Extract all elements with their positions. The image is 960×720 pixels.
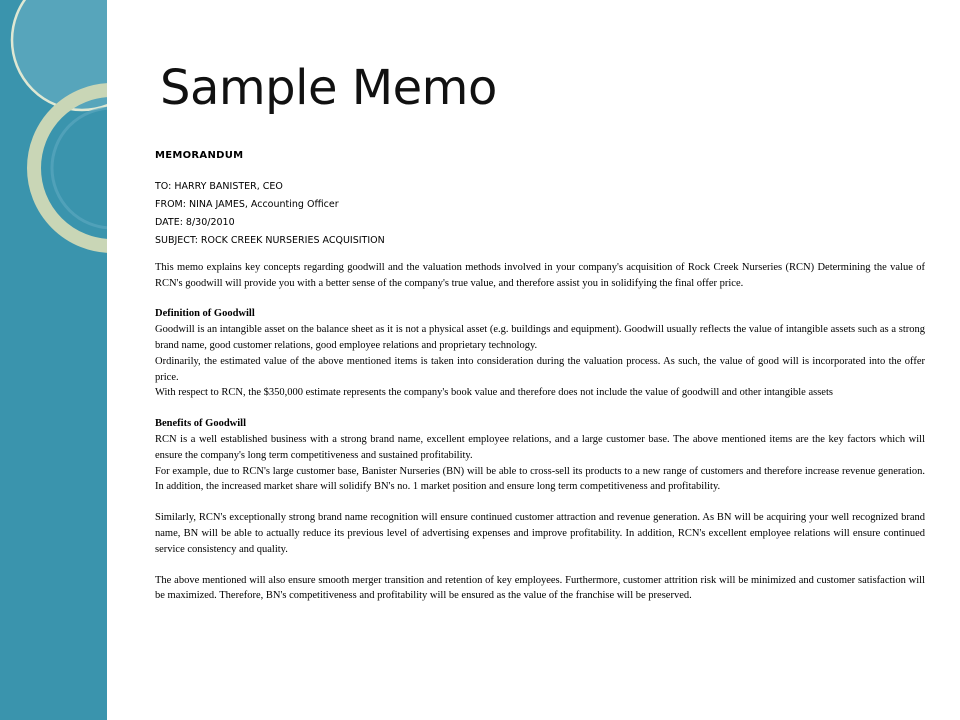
paragraph: Ordinarily, the estimated value of the above mentioned items is taken into consideration during the valuation process. As such, the value of good will is incorporated into the offer price.: [155, 355, 925, 383]
memo-intro: This memo explains key concepts regarding goodwill and the valuation methods involved in your company's acquisition of Rock Creek Nurseries (RCN) Determining the value of RCN's goodwill will provide you with a better sense of the company's true value, and therefore assist you in solidifying the final offer price.: [155, 261, 925, 289]
memo-header: [155, 180, 925, 248]
paragraph: RCN is a well established business with a strong brand name, excellent employee relations, and a large customer base. The above mentioned items are the key factors which will ensure the company's long term competitiveness and sustained profitability.: [155, 433, 925, 461]
memo-heading: MEMORANDUM: [155, 150, 244, 161]
paragraph: Goodwill is an intangible asset on the balance sheet as it is not a physical asset (e.g. buildings and equipment). Goodwill usually reflects the value of intangible assets such as a strong brand name, good customer relations, good employee relations and proprietary technology.: [155, 324, 925, 351]
paragraph: For example, due to RCN's large customer base, Banister Nurseries (BN) will be able to cross-sell its products to a new range of customers and therefore increase revenue generation. In addition, the increased market share will solidify BN's no. 1 market position and ensure long term competitiveness and profitability.: [155, 465, 925, 493]
memo-subject: SUBJECT: ROCK CREEK NURSERIES ACQUISITION: [155, 234, 385, 246]
memo-date: DATE: 8/30/2010: [155, 216, 235, 228]
paragraph: The above mentioned will also ensure smooth merger transition and retention of key employees. Furthermore, customer attrition risk will be minimized and customer satisfaction will be maximized. Therefore, BN's competitiveness and profitability will be ensured as the value of the franchise will be preserved.: [155, 574, 925, 602]
slide-title: Sample Memo: [160, 60, 497, 116]
memo-to: TO: HARRY BANISTER, CEO: [155, 180, 283, 192]
ring-decoration: [0, 0, 107, 720]
section-title-definition: Definition of Goodwill: [155, 308, 255, 320]
section-title-benefits: Benefits of Goodwill: [155, 418, 246, 430]
decorative-sidebar: [0, 0, 107, 720]
paragraph: With respect to RCN, the $350,000 estimate represents the company's book value and therefore does not include the value of goodwill and other intangible assets: [155, 387, 833, 399]
paragraph: Similarly, RCN's exceptionally strong brand name recognition will ensure continued customer attraction and revenue generation. As BN will be acquiring your well recognized brand name, BN will be able to actually reduce its previous level of advertising expenses and improve profitability. In addition, RCN's excellent employee relations will ensure continued service consistency and quality.: [155, 512, 925, 555]
memo-from: FROM: NINA JAMES, Accounting Officer: [155, 198, 339, 210]
memo-body: [155, 148, 925, 604]
